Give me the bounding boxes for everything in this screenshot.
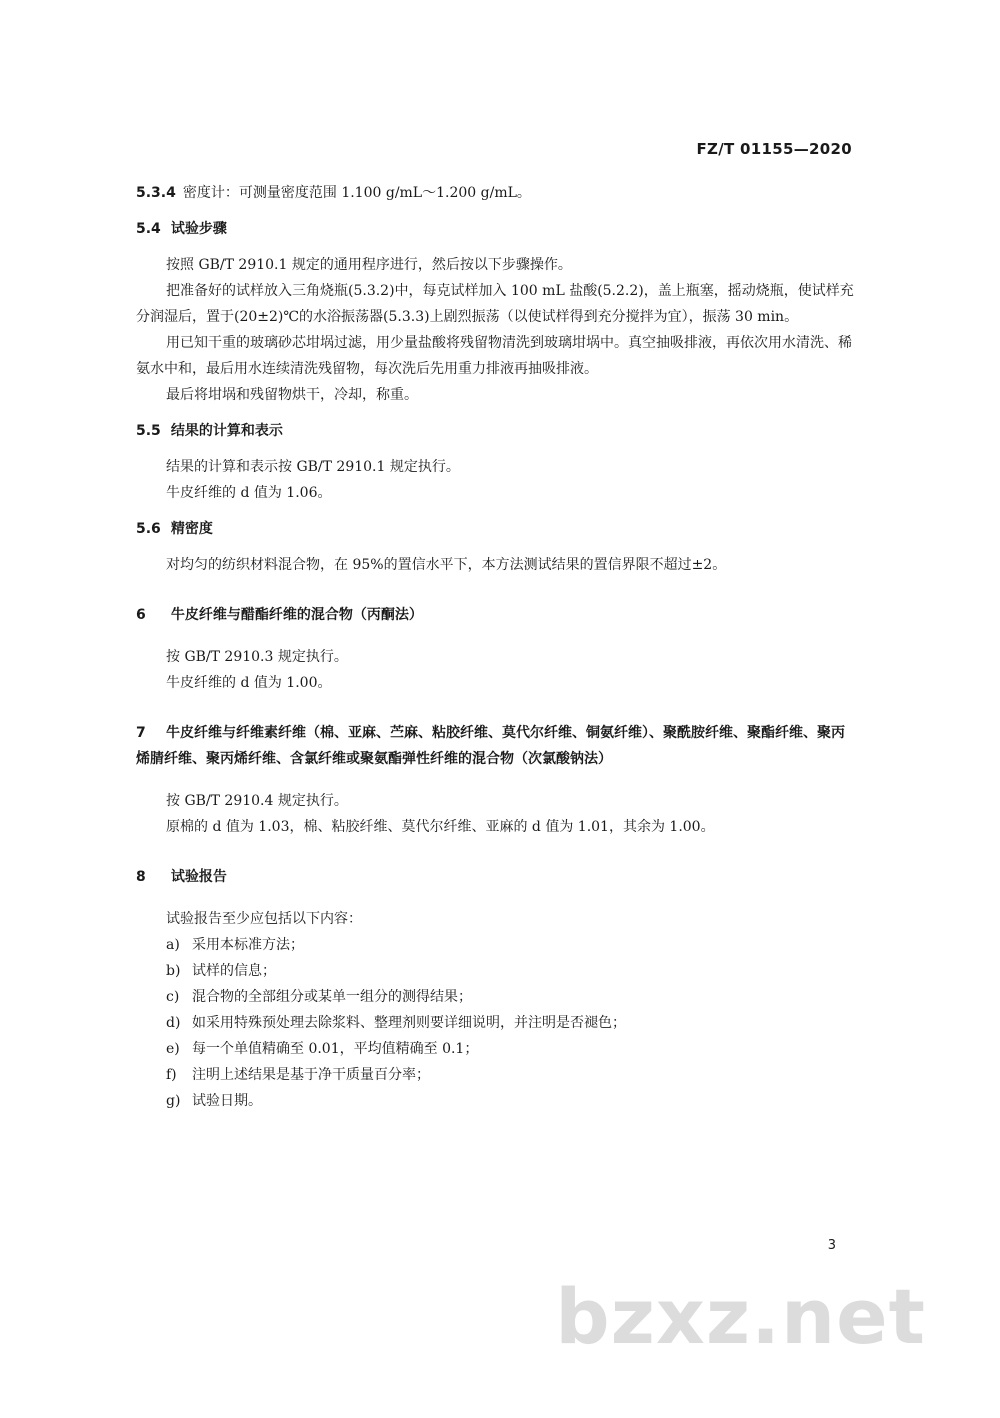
section-number: 5.3.4 [136, 185, 176, 201]
paragraph: 结果的计算和表示按 GB/T 2910.1 规定执行。 [166, 459, 460, 475]
list-item [136, 1088, 856, 1114]
list-text: 如采用特殊预处理去除浆料、整理剂则要详细说明，并注明是否褪色； [192, 1015, 626, 1031]
list-label: e) [166, 1041, 180, 1057]
paragraph: 按 GB/T 2910.4 规定执行。 [166, 793, 348, 809]
list-text: 试样的信息； [192, 963, 276, 979]
section-number: 5.4 [136, 221, 161, 237]
list-text: 混合物的全部组分或某单一组分的测得结果； [192, 989, 472, 1005]
list-item [136, 932, 856, 958]
list-label: f) [166, 1067, 177, 1083]
paragraph: 试验报告至少应包括以下内容： [166, 911, 362, 927]
section-title: 结果的计算和表示 [170, 423, 283, 439]
paragraph: 最后将坩埚和残留物烘干，冷却，称重。 [166, 387, 418, 403]
list-item [136, 1062, 856, 1088]
list-text: 试验日期。 [192, 1093, 262, 1109]
section-6-heading [136, 602, 856, 628]
section-title: 试验报告 [170, 869, 227, 885]
section-5-6-heading [136, 516, 856, 542]
list-label: c) [166, 989, 180, 1005]
list-item [136, 984, 856, 1010]
list-label: d) [166, 1015, 181, 1031]
paragraph: 按 GB/T 2910.3 规定执行。 [166, 649, 348, 665]
paragraph: 原棉的 d 值为 1.03，棉、粘胶纤维、莫代尔纤维、亚麻的 d 值为 1.01，其余为 1.00。 [166, 819, 715, 835]
section-5-5-heading [136, 418, 856, 444]
paragraph: 把准备好的试样放入三角烧瓶(5.3.2)中，每克试样加入 100 mL 盐酸(5.2.2)，盖上瓶塞，摇动烧瓶，使试样充分润湿后，置于(20±2)℃的水浴振荡器(5.3.3)上剧烈振荡（以使试样得到充分搅拌为宜），振荡 30 min。 [136, 283, 854, 325]
page-content [136, 180, 856, 1114]
list-item [136, 958, 856, 984]
section-title: 牛皮纤维与醋酯纤维的混合物（丙酮法） [170, 607, 423, 623]
section-text: 密度计：可测量密度范围 1.100 g/mL～1.200 g/mL。 [182, 185, 531, 201]
section-number: 6 [136, 607, 146, 623]
list-label: a) [166, 937, 180, 953]
section-title: 精密度 [170, 521, 213, 537]
section-5-3-4 [136, 180, 856, 206]
section-title: 试验步骤 [170, 221, 227, 237]
paragraph: 牛皮纤维的 d 值为 1.00。 [166, 675, 332, 691]
section-number: 5.6 [136, 521, 161, 537]
section-number: 8 [136, 869, 146, 885]
section-7-heading [136, 720, 856, 772]
list-text: 每一个单值精确至 0.01，平均值精确至 0.1； [192, 1041, 479, 1057]
watermark: bzxz.net [555, 1272, 926, 1361]
section-8-heading [136, 864, 856, 890]
list-label: g) [166, 1093, 181, 1109]
paragraph: 牛皮纤维的 d 值为 1.06。 [166, 485, 332, 501]
section-number: 5.5 [136, 423, 161, 439]
page-number: 3 [827, 1238, 836, 1253]
list-text: 注明上述结果是基于净干质量百分率； [192, 1067, 430, 1083]
section-number: 7 [136, 725, 146, 741]
section-title: 牛皮纤维与纤维素纤维（棉、亚麻、苎麻、粘胶纤维、莫代尔纤维、铜氨纤维）、聚酰胺纤维、聚酯纤维、聚丙烯腈纤维、聚丙烯纤维、含氯纤维或聚氨酯弹性纤维的混合物（次氯酸钠法） [136, 725, 845, 767]
standard-code: FZ/T 01155—2020 [696, 140, 852, 158]
list-item [136, 1036, 856, 1062]
paragraph: 对均匀的纺织材料混合物，在 95%的置信水平下，本方法测试结果的置信界限不超过±2。 [166, 557, 727, 573]
section-5-4-heading [136, 216, 856, 242]
list-text: 采用本标准方法； [192, 937, 304, 953]
list-label: b) [166, 963, 181, 979]
list-item [136, 1010, 856, 1036]
paragraph: 按照 GB/T 2910.1 规定的通用程序进行，然后按以下步骤操作。 [166, 257, 572, 273]
paragraph: 用已知干重的玻璃砂芯坩埚过滤，用少量盐酸将残留物清洗到玻璃坩埚中。真空抽吸排液，再依次用水清洗、稀氨水中和，最后用水连续清洗残留物，每次洗后先用重力排液再抽吸排液。 [136, 335, 852, 377]
